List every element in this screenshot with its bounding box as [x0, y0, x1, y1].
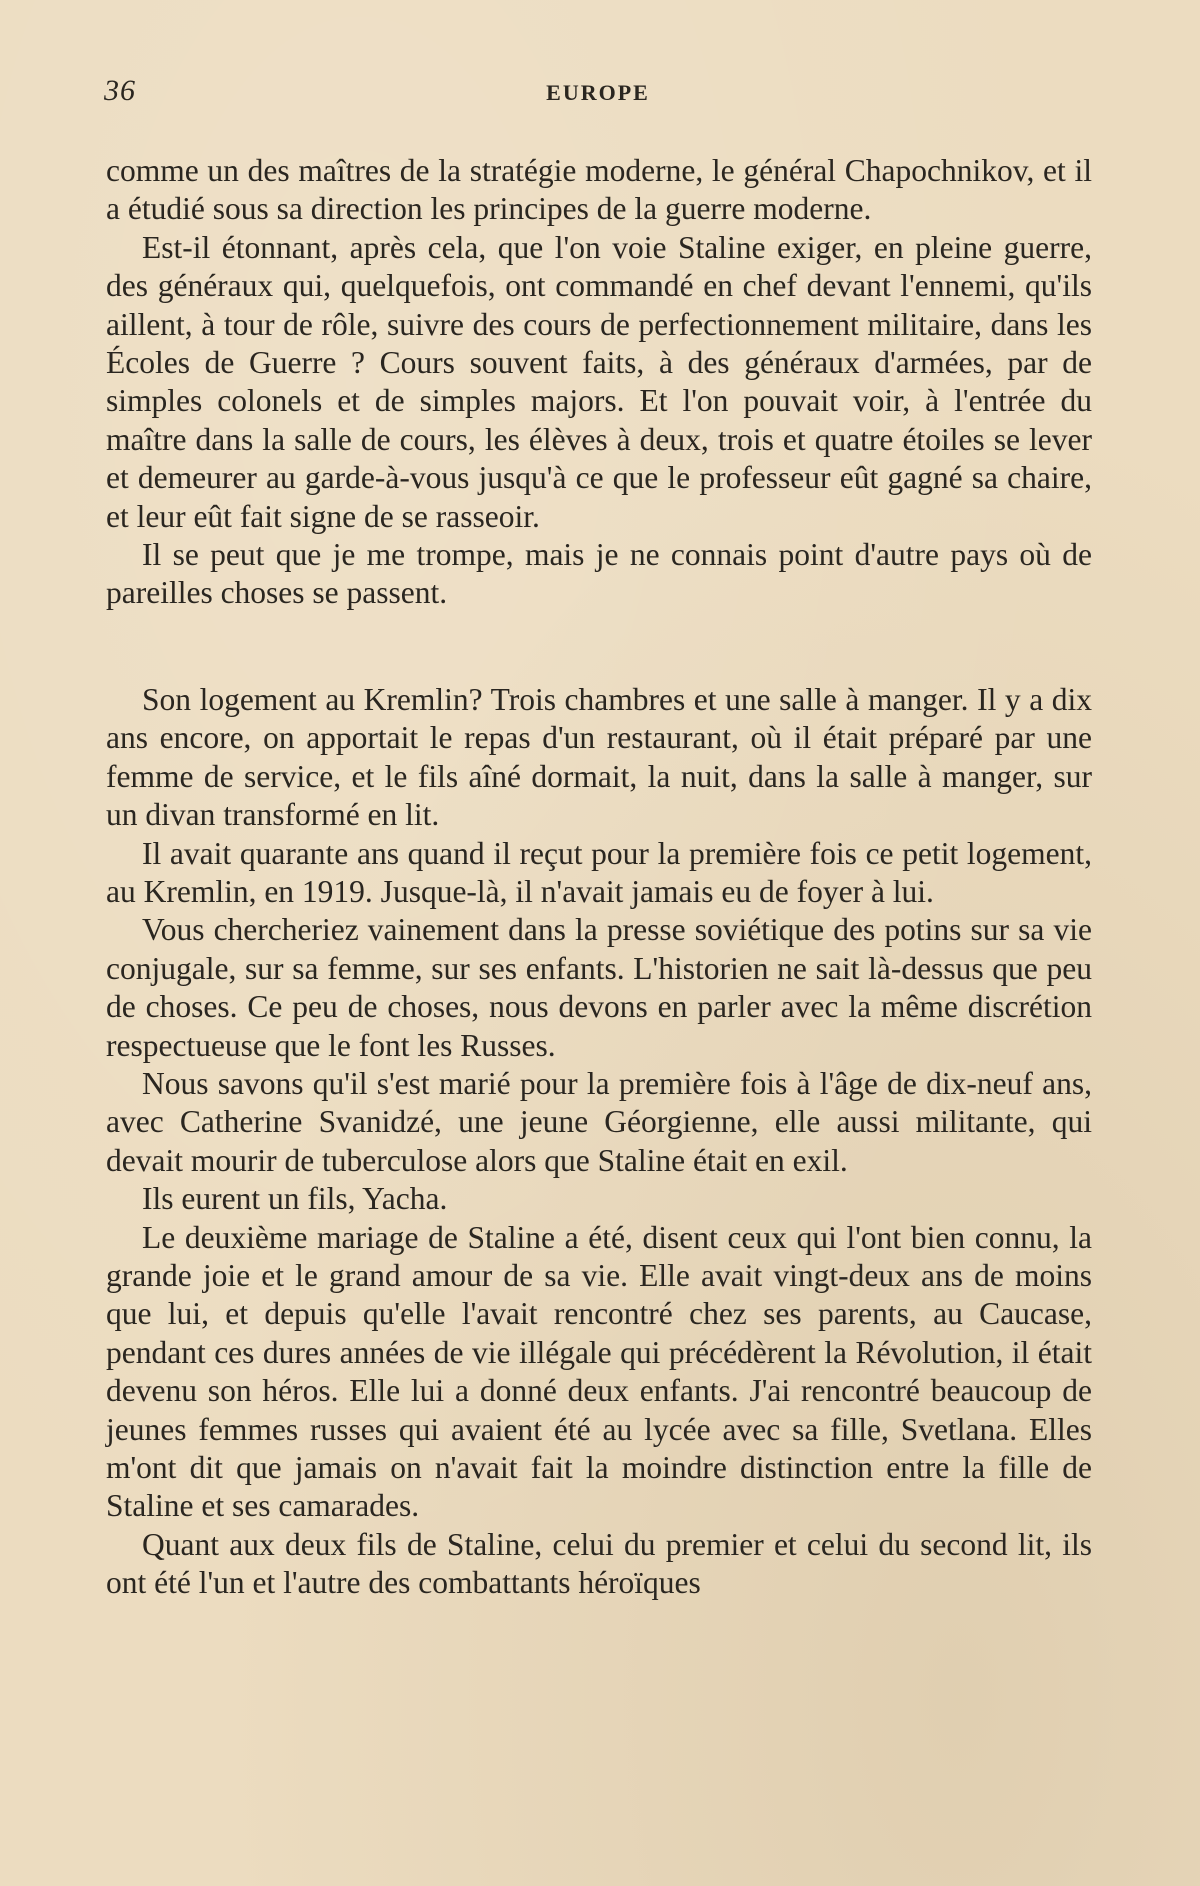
- paragraph: Vous chercheriez vainement dans la presse soviétique des potins sur sa vie conjugale, sur sa femme, sur ses enfants. L'historien ne sait là-dessus que peu de choses. Ce peu de choses, nous devons en parler avec la même discrétion respectueuse que le font les Russes.: [106, 912, 1092, 1063]
- page-number: 36: [104, 74, 136, 107]
- paragraph: Le deuxième mariage de Staline a été, disent ceux qui l'ont bien connu, la grande joie et le grand amour de sa vie. Elle avait vingt-deux ans de moins que lui, et depuis qu'elle l'avait rencontré chez ses parents, au Caucase, pendant ces dures années de vie illégale qui précédèrent la Révolution, il était devenu son héros. Elle lui a donné deux enfants. J'ai rencontré beaucoup de jeunes femmes russes qui avaient été au lycée avec sa fille, Svetlana. Elles m'ont dit que jamais on n'avait fait la moindre distinction entre la fille de Staline et ses camarades.: [106, 1219, 1092, 1524]
- paragraph: Il avait quarante ans quand il reçut pour la première fois ce petit logement, au Kremlin, en 1919. Jusque-là, il n'avait jamais eu de foyer à lui.: [106, 835, 1092, 909]
- paragraph: Nous savons qu'il s'est marié pour la première fois à l'âge de dix-neuf ans, avec Catherine Svanidzé, une jeune Géorgienne, elle aussi militante, qui devait mourir de tuberculose alors que Staline était en exil.: [106, 1065, 1092, 1178]
- paragraph: Il se peut que je me trompe, mais je ne connais point d'autre pays où de pareilles choses se passent.: [106, 537, 1092, 611]
- page-header: [104, 74, 1092, 114]
- running-title: EUROPE: [546, 80, 650, 105]
- paragraph: Ils eurent un fils, Yacha.: [142, 1181, 448, 1217]
- paragraph: Est-il étonnant, après cela, que l'on voie Staline exiger, en pleine guerre, des généraux qui, quelquefois, ont commandé en chef devant l'ennemi, qu'ils aillent, à tour de rôle, suivre des cours de perfectionnement militaire, dans les Écoles de Guerre ? Cours souvent faits, à des généraux d'armées, par de simples colonels et de simples majors. Et l'on pouvait voir, à l'entrée du maître dans la salle de cours, les élèves à deux, trois et quatre étoiles se lever et demeurer au garde-à-vous jusqu'à ce que le professeur eût gagné sa chaire, et leur eût fait signe de se rasseoir.: [106, 229, 1092, 534]
- paragraph-section-start: Son logement au Kremlin? Trois chambres et une salle à manger. Il y a dix ans encore, on apportait le repas d'un restaurant, où il était préparé par une femme de service, et le fils aîné dormait, la nuit, dans la salle à manger, sur un divan transformé en lit.: [106, 681, 1092, 833]
- paragraph-continuation: comme un des maîtres de la stratégie moderne, le général Chapochnikov, et il a étudié sous sa direction les principes de la guerre moderne.: [106, 153, 1092, 227]
- paragraph: Quant aux deux fils de Staline, celui du premier et celui du second lit, ils ont été l'un et l'autre des combattants héroïques: [106, 1526, 1092, 1601]
- body-text: [106, 152, 1092, 1603]
